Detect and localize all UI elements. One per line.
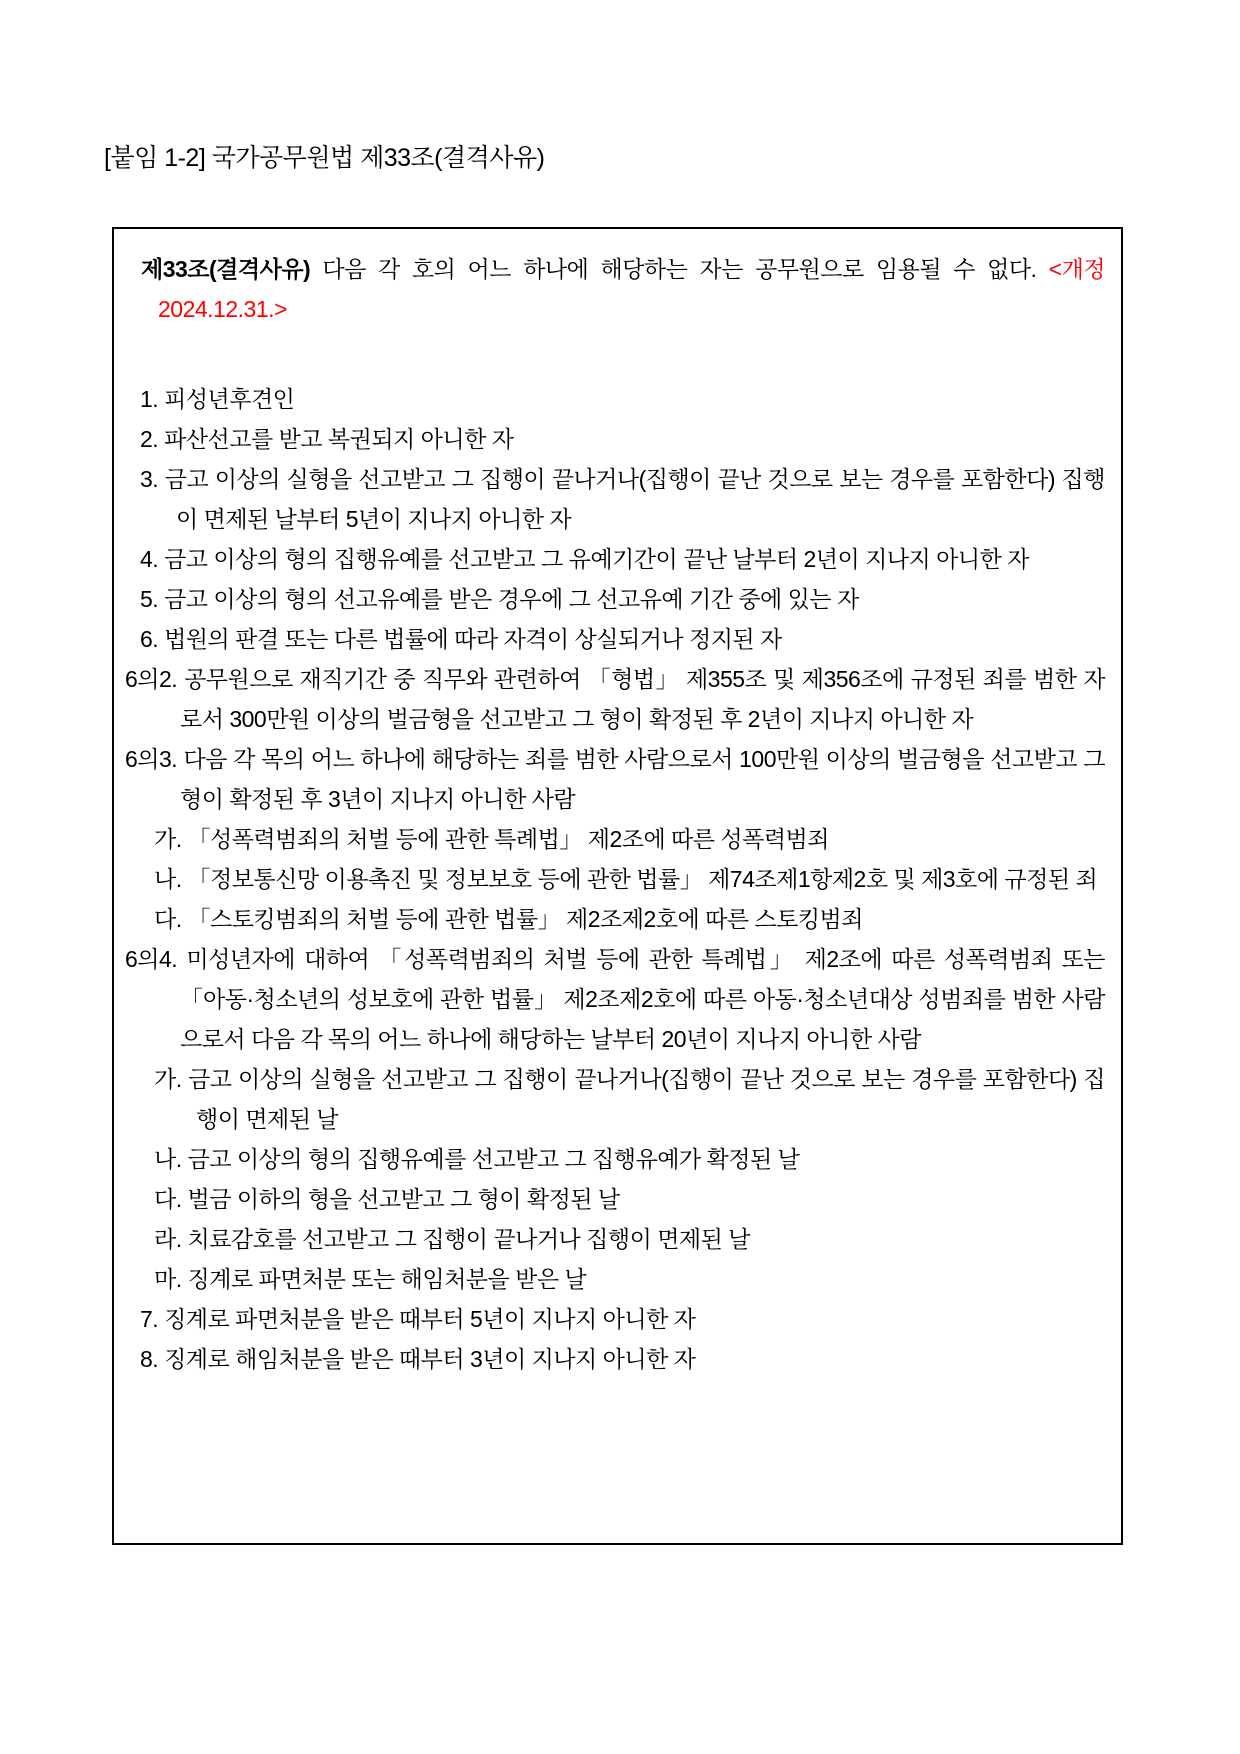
list-item-6-4-da xyxy=(120,1179,1105,1219)
item-text: 파산선고를 받고 복권되지 아니한 자 xyxy=(164,426,514,452)
item-label: 다. xyxy=(154,1186,182,1212)
item-text: 금고 이상의 형의 집행유예를 선고받고 그 유예기간이 끝난 날부터 2년이 지나지 아니한 자 xyxy=(164,546,1029,572)
list-item-3 xyxy=(120,459,1105,539)
item-text: 징계로 파면처분을 받은 때부터 5년이 지나지 아니한 자 xyxy=(164,1306,696,1332)
item-text: 「정보통신망 이용촉진 및 정보보호 등에 관한 법률」 제74조제1항제2호 및 제3호에 규정된 죄 xyxy=(187,866,1098,892)
law-article-box xyxy=(112,227,1123,1545)
item-label: 나. xyxy=(154,866,182,892)
list-item-6-3-da xyxy=(120,899,1105,939)
item-text: 「스토킹범죄의 처벌 등에 관한 법률」 제2조제2호에 따른 스토킹범죄 xyxy=(187,906,863,932)
item-label: 4. xyxy=(140,546,159,572)
item-label: 가. xyxy=(154,826,182,852)
item-text: 금고 이상의 형의 선고유예를 받은 경우에 그 선고유예 기간 중에 있는 자 xyxy=(164,586,859,612)
attachment-title: [붙임 1-2] 국가공무원법 제33조(결격사유) xyxy=(104,144,545,172)
list-item-6-4-na xyxy=(120,1139,1105,1179)
item-label: 3. xyxy=(140,466,159,492)
list-item-6-3-na xyxy=(120,859,1105,899)
item-text: 다음 각 목의 어느 하나에 해당하는 죄를 범한 사람으로서 100만원 이상의 벌금형을 선고받고 그 형이 확정된 후 3년이 지나지 아니한 사람 xyxy=(180,746,1106,812)
article-number-title: 제33조(결격사유) xyxy=(141,256,311,282)
list-item-6-3 xyxy=(120,739,1105,819)
item-text: 「성폭력범죄의 처벌 등에 관한 특례법」 제2조에 따른 성폭력범죄 xyxy=(187,826,829,852)
item-label: 6의3. xyxy=(125,746,178,772)
item-text: 금고 이상의 실형을 선고받고 그 집행이 끝나거나(집행이 끝난 것으로 보는 경우를 포함한다) 집행이 면제된 날부터 5년이 지나지 아니한 자 xyxy=(164,466,1105,532)
list-item-7 xyxy=(120,1299,1105,1339)
item-label: 6. xyxy=(140,626,159,652)
item-label: 5. xyxy=(140,586,159,612)
article-heading xyxy=(120,249,1105,329)
list-item-4 xyxy=(120,539,1105,579)
item-label: 7. xyxy=(140,1306,159,1332)
list-item-6-2 xyxy=(120,659,1105,739)
list-item-6-3-ga xyxy=(120,819,1105,859)
item-label: 가. xyxy=(154,1066,182,1092)
item-label: 다. xyxy=(154,906,182,932)
item-text: 미성년자에 대하여 「성폭력범죄의 처벌 등에 관한 특례법」 제2조에 따른 성폭력범죄 또는 「아동·청소년의 성보호에 관한 법률」 제2조제2호에 따른 아동·청소년대상 성범죄를 범한 사람으로서 다음 각 목의 어느 하나에 해당하는 날부터 20년이 지나지 아니한 사람 xyxy=(180,946,1106,1052)
item-text: 벌금 이하의 형을 선고받고 그 형이 확정된 날 xyxy=(187,1186,620,1212)
item-label: 마. xyxy=(154,1266,182,1292)
item-text: 징계로 해임처분을 받은 때부터 3년이 지나지 아니한 자 xyxy=(164,1346,696,1372)
item-label: 6의2. xyxy=(125,666,178,692)
item-text: 공무원으로 재직기간 중 직무와 관련하여 「형법」 제355조 및 제356조에 규정된 죄를 범한 자로서 300만원 이상의 벌금형을 선고받고 그 형이 확정된 후 2년이 지나지 아니한 자 xyxy=(180,666,1106,732)
item-text: 법원의 판결 또는 다른 법률에 따라 자격이 상실되거나 정지된 자 xyxy=(164,626,782,652)
list-item-2 xyxy=(120,419,1105,459)
item-text: 치료감호를 선고받고 그 집행이 끝나거나 집행이 면제된 날 xyxy=(187,1226,750,1252)
item-text: 피성년후견인 xyxy=(164,386,295,412)
article-lead-text: 다음 각 호의 어느 하나에 해당하는 자는 공무원으로 임용될 수 없다. xyxy=(322,256,1037,282)
list-item-6-4 xyxy=(120,939,1105,1059)
item-label: 1. xyxy=(140,386,159,412)
item-text: 금고 이상의 형의 집행유예를 선고받고 그 집행유예가 확정된 날 xyxy=(187,1146,800,1172)
item-text: 징계로 파면처분 또는 해임처분을 받은 날 xyxy=(187,1266,587,1292)
list-item-5 xyxy=(120,579,1105,619)
list-item-6-4-ga xyxy=(120,1059,1105,1139)
item-label: 나. xyxy=(154,1146,182,1172)
item-text: 금고 이상의 실형을 선고받고 그 집행이 끝나거나(집행이 끝난 것으로 보는 경우를 포함한다) 집행이 면제된 날 xyxy=(188,1066,1105,1132)
item-label: 8. xyxy=(140,1346,159,1372)
list-item-6 xyxy=(120,619,1105,659)
item-label: 6의4. xyxy=(125,946,178,972)
list-item-1 xyxy=(120,379,1105,419)
list-item-6-4-ra xyxy=(120,1219,1105,1259)
disqualification-list xyxy=(120,379,1105,1379)
item-label: 2. xyxy=(140,426,159,452)
list-item-6-4-ma xyxy=(120,1259,1105,1299)
list-item-8 xyxy=(120,1339,1105,1379)
item-label: 라. xyxy=(154,1226,182,1252)
amendment-note: <개정 2024.12.31.> xyxy=(158,256,1106,322)
